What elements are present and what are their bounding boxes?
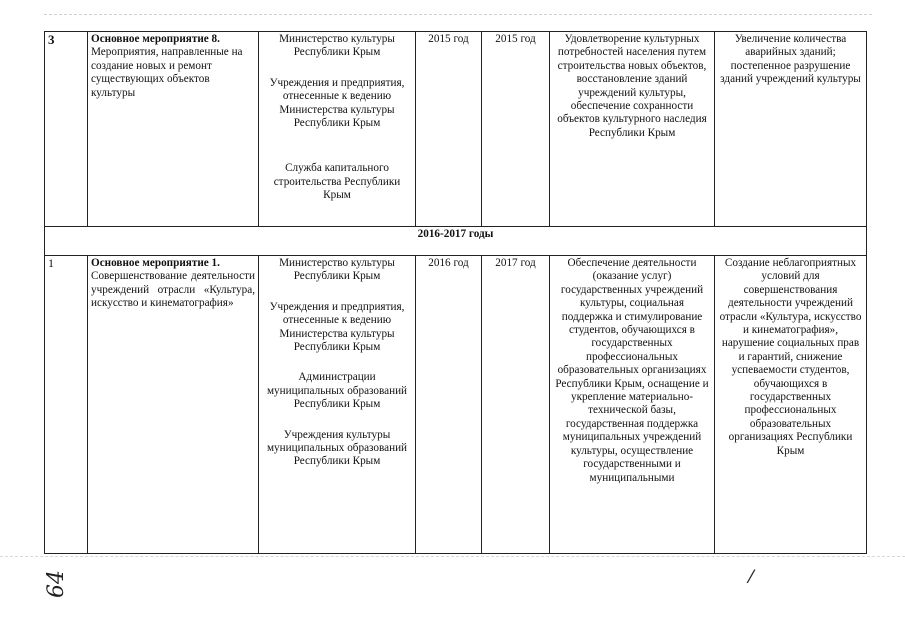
- event-title: Основное мероприятие 8.: [91, 33, 220, 45]
- expected-result-cell: Удовлетворение культурных потребностей населения путем строительства новых объектов, восстановление зданий учреждений культуры, обеспечение сохранности объектов культурного наследия Республики Крым: [550, 32, 715, 227]
- executor-item: Администрации муниципальных образований Республики Крым: [266, 371, 408, 411]
- end-year-cell: 2017 год: [482, 256, 550, 554]
- executors-cell: [259, 256, 416, 554]
- consequences-cell: Увеличение количества аварийных зданий; постепенное разрушение зданий учреждений культуры: [715, 32, 867, 227]
- handwritten-page-number: 64: [44, 570, 69, 598]
- page-fold-line-bottom: [0, 556, 905, 557]
- consequences-cell: Создание неблагоприятных условий для совершенствования деятельности учреждений отрасли «Культура, искусство и кинематография», нарушение социальных прав и гарантий, снижение успеваемости студентов, обучающихся в государственных профессиональных образовательных организациях Республики Крым: [715, 256, 867, 554]
- section-header: 2016-2017 годы: [45, 227, 867, 256]
- event-title: Основное мероприятие 1.: [91, 257, 220, 269]
- start-year-cell: 2015 год: [416, 32, 482, 227]
- event-description: Совершенствование деятельности учреждений отрасли «Культура, искусство и кинематография»: [91, 270, 255, 310]
- table-row: [45, 256, 867, 554]
- executors-cell: [259, 32, 416, 227]
- executor-item: Министерство культуры Республики Крым: [279, 257, 395, 283]
- handwritten-mark: /: [745, 565, 757, 588]
- expected-result-cell: Обеспечение деятельности (оказание услуг) государственных учреждений культуры, социальная поддержка и стимулирование студентов, обучающихся в государственных профессиональных образовательных организациях Республики Крым, оснащение и укрепление материально-технической базы, государственная поддержка муниципальных учреждений культуры, осуществление государственными и муниципальными: [550, 256, 715, 554]
- start-year-cell: 2016 год: [416, 256, 482, 554]
- program-events-table: [44, 31, 867, 554]
- page-fold-line-top: [44, 14, 872, 15]
- executor-item: Служба капитального строительства Республики Крым: [273, 162, 401, 202]
- executor-item: Учреждения и предприятия, отнесенные к ведению Министерства культуры Республики Крым: [269, 76, 405, 130]
- executor-item: Учреждения и предприятия, отнесенные к ведению Министерства культуры Республики Крым: [269, 300, 405, 354]
- executor-item: Министерство культуры Республики Крым: [279, 33, 395, 59]
- event-description: Мероприятия, направленные на создание новых и ремонт существующих объектов культуры: [91, 46, 243, 99]
- row-number-cell: 1: [45, 256, 88, 554]
- event-cell: [88, 32, 259, 227]
- row-number-cell: 3: [45, 32, 88, 227]
- table-row: [45, 32, 867, 227]
- section-header-row: [45, 227, 867, 256]
- end-year-cell: 2015 год: [482, 32, 550, 227]
- executor-item: Учреждения культуры муниципальных образований Республики Крым: [266, 428, 408, 468]
- event-cell: [88, 256, 259, 554]
